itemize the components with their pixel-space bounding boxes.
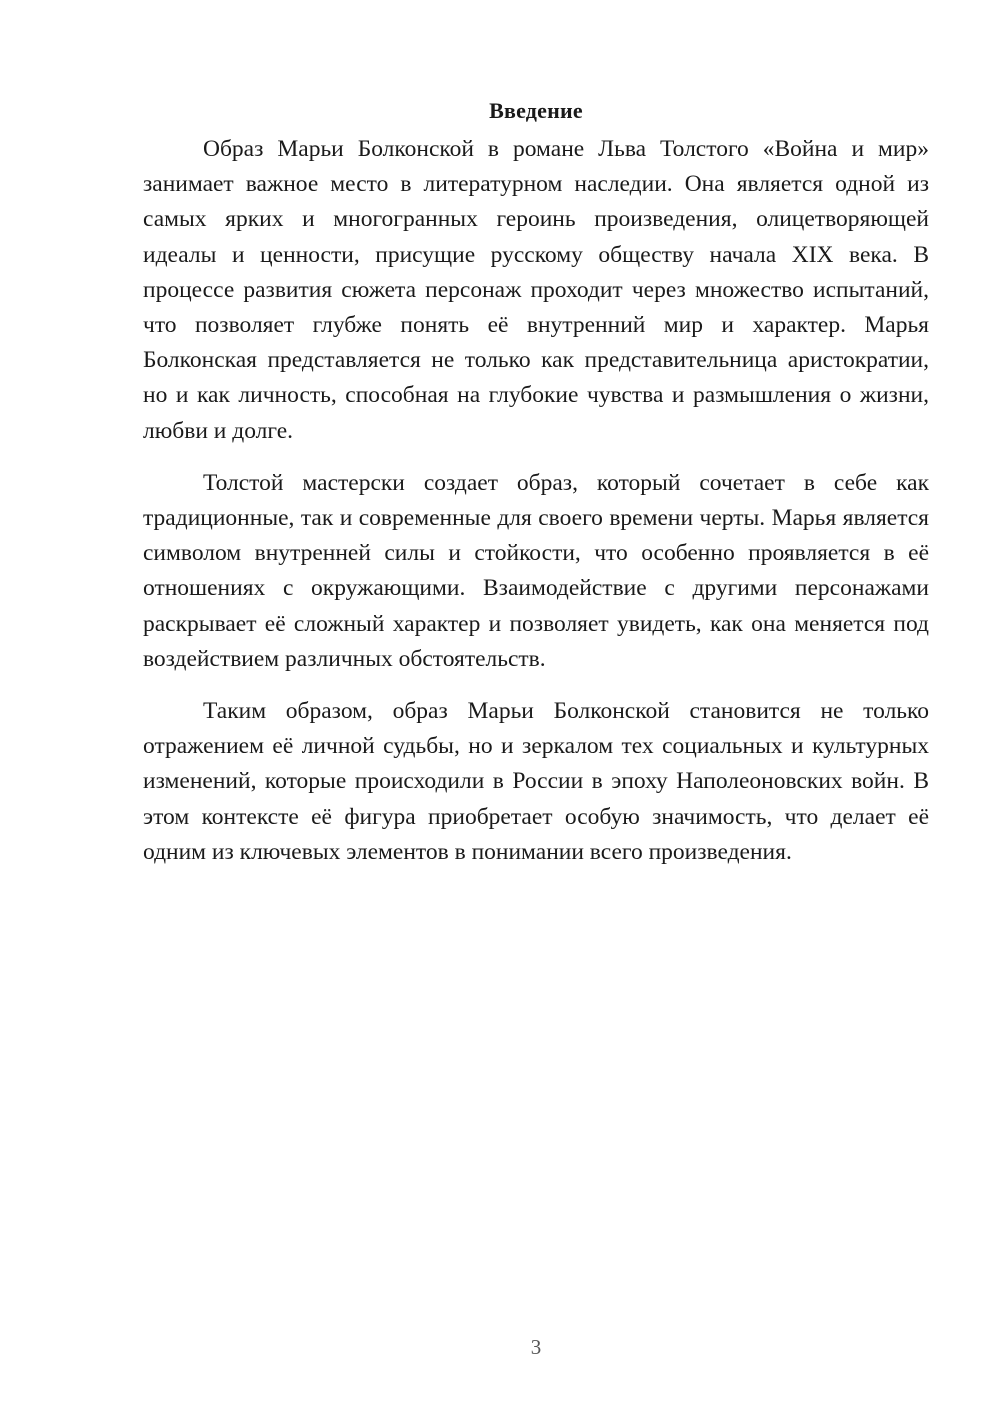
document-page <box>143 96 929 870</box>
paragraph-1: Образ Марьи Болконской в романе Льва Толстого «Война и мир» занимает важное место в литературном наследии. Она является одной из самых ярких и многогранных героинь произведения, олицетворяющей идеалы и ценности, присущие русскому обществу начала XIX века. В процессе развития сюжета персонаж проходит через множество испытаний, что позволяет глубже понять её внутренний мир и характер. Марья Болконская представляется не только как представительница аристократии, но и как личность, способная на глубокие чувства и размышления о жизни, любви и долге. <box>143 136 929 444</box>
page-number: 3 <box>530 1335 542 1359</box>
paragraph-3: Таким образом, образ Марьи Болконской становится не только отражением её личной судьбы, но и зеркалом тех социальных и культурных изменений, которые происходили в России в эпоху Наполеоновских войн. В этом контексте её фигура приобретает особую значимость, что делает её одним из ключевых элементов в понимании всего произведения. <box>143 698 929 865</box>
paragraph-2: Толстой мастерски создает образ, который сочетает в себе как традиционные, так и современные для своего времени черты. Марья является символом внутренней силы и стойкости, что особенно проявляется в её отношениях с окружающими. Взаимодействие с другими персонажами раскрывает её сложный характер и позволяет увидеть, как она меняется под воздействием различных обстоятельств. <box>143 469 929 672</box>
section-title: Введение <box>489 98 583 123</box>
